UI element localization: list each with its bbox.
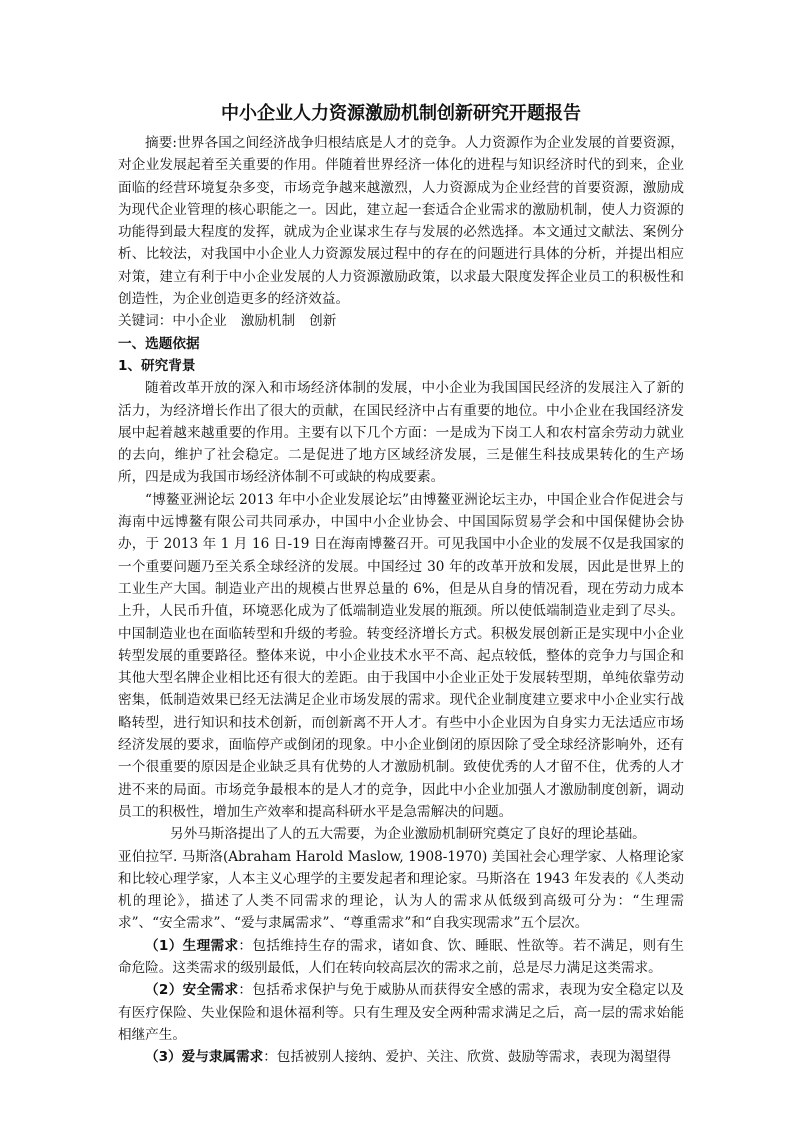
need-number: （3）: [145, 1049, 182, 1066]
need-number: （2）: [145, 982, 183, 999]
need-item: [118, 1046, 684, 1068]
section-heading: 一、选题依据: [118, 335, 200, 352]
paragraph-background: 随着改革开放的深入和市场经济体制的发展，中小企业为我国国民经济的发展注入了新的活力，为经济增长作出了很大的贡献，在国民经济中占有重要的地位。中小企业在我国经济发展中起着越来越重要的作用。主要有以下几个方面：一是成为下岗工人和农村富余劳动力就业的去向，维护了社会稳定。二是促进了地方区域经济发展，三是催生科技成果转化的生产场所，四是成为我国市场经济体制不可或缺的构成要素。: [118, 380, 684, 486]
need-term: 生理需求: [182, 937, 239, 954]
document-title: 中小企业人力资源激励机制创新研究开题报告: [221, 103, 581, 124]
keyword-item: 激励机制: [240, 313, 296, 330]
subsection-heading: 1、研究背景: [118, 357, 196, 374]
need-term: 爱与隶属需求: [181, 1049, 264, 1066]
paragraph-maslow-bio: 亚伯拉罕. 马斯洛(Abraham Harold Maslow, 1908-1970) 美国社会心理学家、人格理论家和比较心理学家，人本主义心理学的主要发起者和理论家。马斯洛在 1943 年发表的《人类动机的理论》，描述了人类不同需求的理论，认为人的需求从低级到高级可分为：“生理需求”、“安全需求”、“爱与隶属需求”、“尊重需求”和“自我实现需求”五个层次。: [118, 848, 684, 932]
paragraph-forum: “博鳌亚洲论坛 2013 年中小企业发展论坛”由博鳌亚洲论坛主办，中国企业合作促进会与海南中远博鳌有限公司共同承办，中国中小企业协会、中国国际贸易学会和中国保健协会协办，于 2013 年 1 月 16 日-19 日在海南博鳌召开。可见我国中小企业的发展不仅是我国家的一个重要问题乃至关系全球经济的发展。中国经过 30 年的改革开放和发展，因此是世界上的工业生产大国。制造业产出的规模占世界总量的 6%，但是从自身的情况看，现在劳动力成本上升，人民币升值，环境恶化成为了低端制造业发展的瓶颈。所以使低端制造业走到了尽头。中国制造业也在面临转型和升级的考验。转变经济增长方式。积极发展创新正是实现中小企业转型发展的重要路径。整体来说，中小企业技术水平不高、起点较低，整体的竞争力与国企和其他大型名牌企业相比还有很大的差距。由于我国中小企业正处于发展转型期，单纯依靠劳动密集，低制造效果已经无法满足企业市场发展的需求。现代企业制度建立要求中小企业实行战略转型，进行知识和技术创新，而创新离不开人才。有些中小企业因为自身实力无法适应市场经济发展的要求，面临停产或倒闭的现象。中小企业倒闭的原因除了受全球经济影响外，还有一个很重要的原因是企业缺乏具有优势的人才激励机制。致使优秀的人才留不住，优秀的人才进不来的局面。市场竞争最根本的是人才的竞争，因此中小企业加强人才激励制度创新，调动员工的积极性，增加生产效率和提高科研水平是急需解决的问题。: [118, 491, 684, 820]
keyword-item: 中小企业: [172, 313, 227, 330]
need-item: [118, 979, 684, 1046]
need-text: ：包括维持生存的需求，诸如食、饮、睡眠、性欲等。若不满足，则有生命危险。这类需求的级别最低，人们在转向较高层次的需求之前，总是尽力满足这类需求。: [118, 937, 684, 976]
keywords: [118, 310, 684, 332]
need-item: [118, 935, 684, 980]
keywords-label: 关键词：: [118, 313, 173, 330]
need-number: （1）: [145, 937, 183, 954]
abstract-label: 摘要:: [145, 135, 177, 151]
abstract: [118, 132, 684, 310]
document-page: [118, 100, 684, 1068]
keyword-item: 创新: [309, 313, 337, 330]
paragraph-maslow-intro: 另外马斯洛提出了人的五大需要，为企业激励机制研究奠定了良好的理论基础。: [170, 826, 646, 843]
abstract-text: 世界各国之间经济战争归根结底是人才的竞争。人力资源作为企业发展的首要资源，对企业发展起着至关重要的作用。伴随着世界经济一体化的进程与知识经济时代的到来，企业面临的经营环境复杂多变，市场竞争越来越激烈，人力资源成为企业经营的首要资源，激励成为现代企业管理的核心职能之一。因此，建立起一套适合企业需求的激励机制，使人力资源的功能得到最大程度的发挥，就成为企业谋求生存与发展的必然选择。本文通过文献法、案例分析、比较法，对我国中小企业人力资源发展过程中的存在的问题进行具体的分析，并提出相应对策，建立有利于中小企业发展的人力资源激励政策，以求最大限度发挥企业员工的积极性和创造性，为企业创造更多的经济效益。: [118, 135, 684, 308]
need-text: ：包括希求保护与免于威胁从而获得安全感的需求，表现为安全稳定以及有医疗保险、失业保险和退休福利等。只有生理及安全两种需求满足之后，高一层的需求始能相继产生。: [118, 982, 684, 1043]
need-text: ：包括被别人接纳、爱护、关注、欣赏、鼓励等需求，表现为渴望得: [263, 1049, 672, 1066]
need-term: 安全需求: [182, 982, 239, 999]
